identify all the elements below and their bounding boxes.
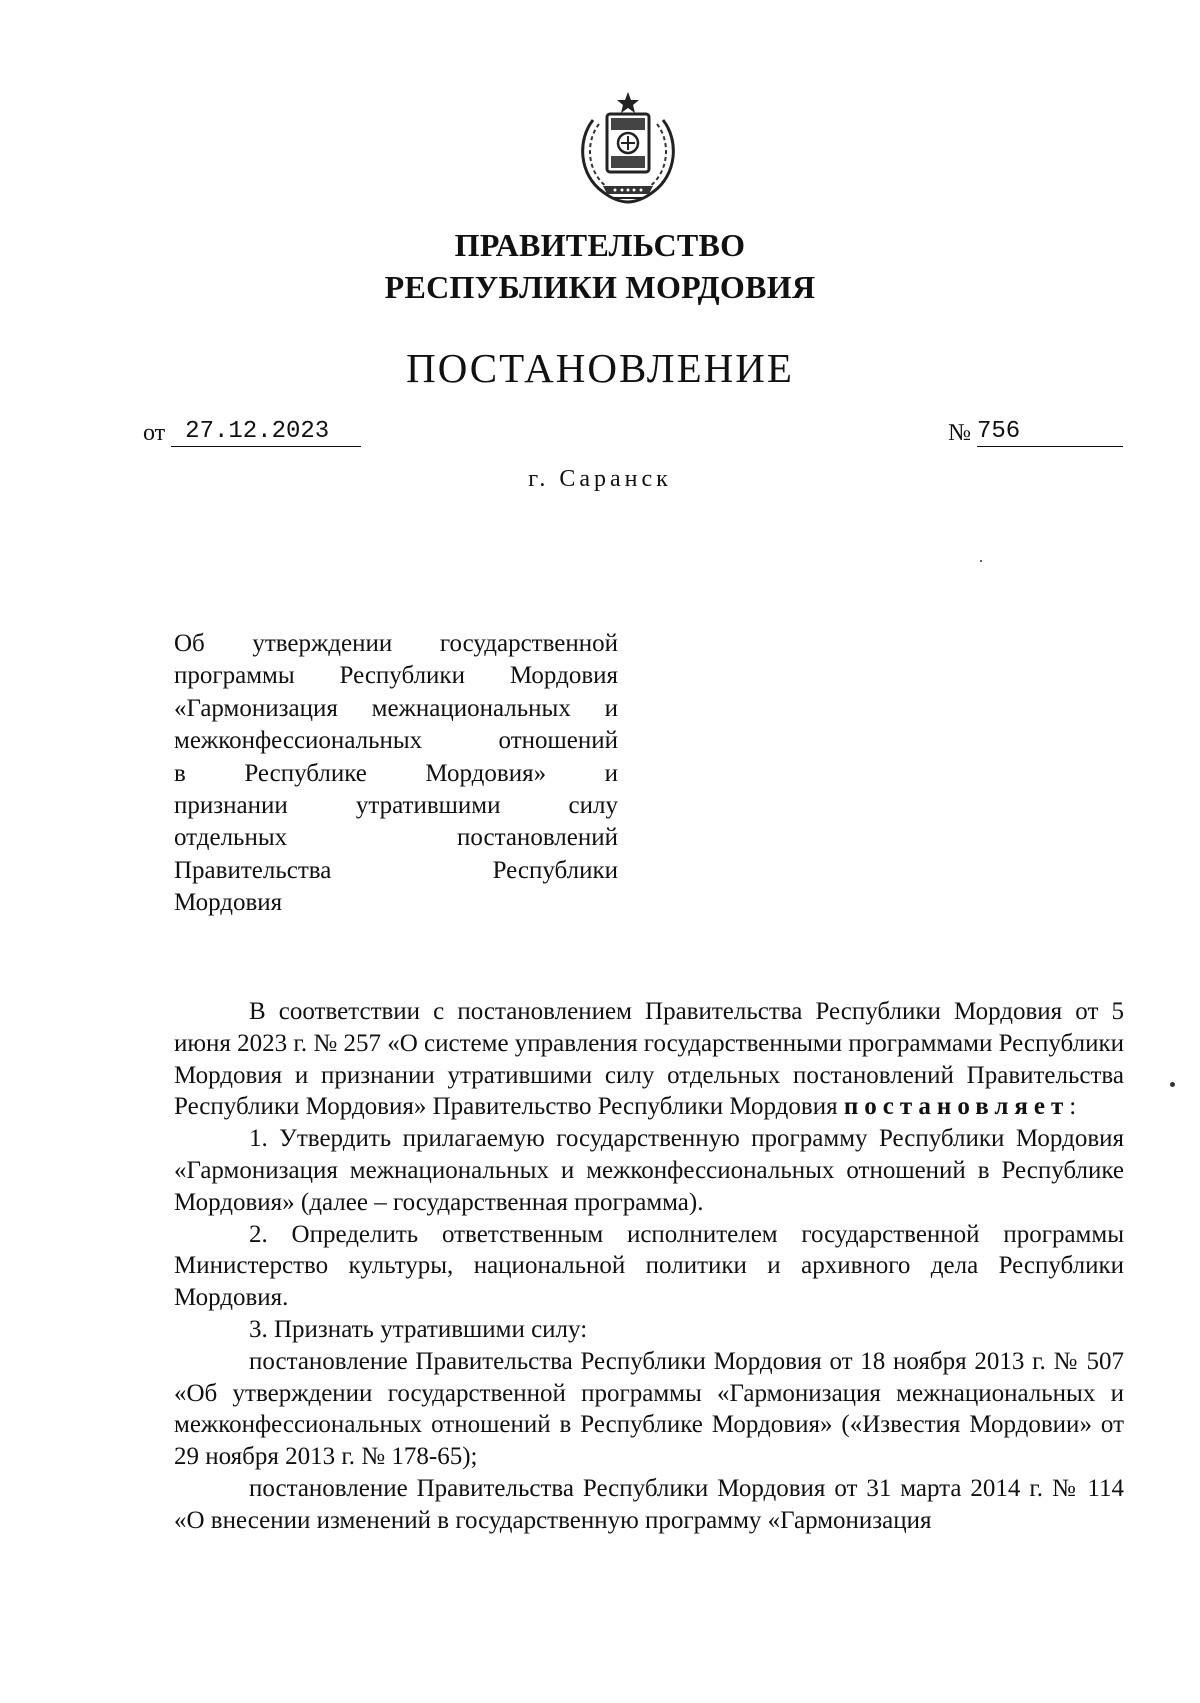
date-value: 27.12.2023 [171, 418, 361, 447]
subject-line: Мордовия [174, 889, 283, 917]
preamble-text: В соответствии с постановлением Правительства Республики Мордовия от 5 июня 2023 г. № 257 «О системе управления государственными программами Республики Мордовия и признании утратившими силу отдельных постановлений Правительства Республики Мордовия» Правительство Республики Мордовия [174, 998, 1125, 1121]
item-1: 1. Утвердить прилагаемую государственную программу Республики Мордовия «Гармонизация межнациональных и межконфессиональных отношений в Республике Мордовия» (далее – государственная программа). [174, 1125, 1124, 1216]
subject-line: в Республике Мордовия» и [174, 759, 618, 787]
preamble-paragraph [174, 996, 1124, 1123]
organization-line-2: РЕСПУБЛИКИ МОРДОВИЯ [384, 269, 816, 305]
number-value: 756 [977, 418, 1123, 447]
scan-speck [980, 560, 982, 562]
item-3: 3. Признать утратившими силу: [249, 1315, 588, 1343]
subject-line: Об утверждении государственной [174, 630, 618, 657]
organization-title [0, 224, 1200, 308]
subject-line: Правительства Республики [174, 856, 618, 884]
number-block [948, 418, 1123, 447]
coat-of-arms-emblem [573, 90, 683, 210]
document-subject [174, 628, 618, 920]
number-prefix: № [948, 420, 971, 446]
subject-line: «Гармонизация межнациональных и [174, 694, 618, 722]
subject-line: межконфессиональных отношений [174, 727, 618, 755]
item-2: 2. Определить ответственным исполнителем государственной программы Министерство культуры, национальной политики и архивного дела Республики Мордовия. [174, 1220, 1124, 1312]
subject-line: программы Республики Мордовия [174, 662, 618, 690]
item-3-subitem-a: постановление Правительства Республики Мордовия от 18 ноября 2013 г. № 507 «Об утверждении государственной программы «Гармонизация межнациональных и межконфессиональных отношений в Республике Мордовия» («Известия Мордовии» от 29 ноября 2013 г. № 178-65); [174, 1347, 1124, 1471]
scan-speck [1170, 1082, 1175, 1087]
document-body [174, 996, 1124, 1537]
date-number-row [143, 418, 1123, 452]
document-type: ПОСТАНОВЛЕНИЕ [406, 345, 794, 391]
coat-of-arms-of-mordovia-icon [573, 90, 683, 210]
date-prefix: от [143, 420, 166, 446]
date-block [143, 418, 361, 447]
subject-line: признании утратившими силу [174, 792, 618, 820]
resolves-colon: : [1069, 1093, 1077, 1121]
subject-line: отдельных постановлений [174, 824, 618, 852]
item-3-subitem-b: постановление Правительства Республики Мордовия от 31 марта 2014 г. № 114 «О внесении изменений в государственную программу «Гармонизация [174, 1474, 1124, 1534]
organization-line-1: ПРАВИТЕЛЬСТВО [454, 227, 746, 263]
city: г. Саранск [528, 466, 672, 492]
resolves-word: постановляет [843, 1093, 1070, 1121]
